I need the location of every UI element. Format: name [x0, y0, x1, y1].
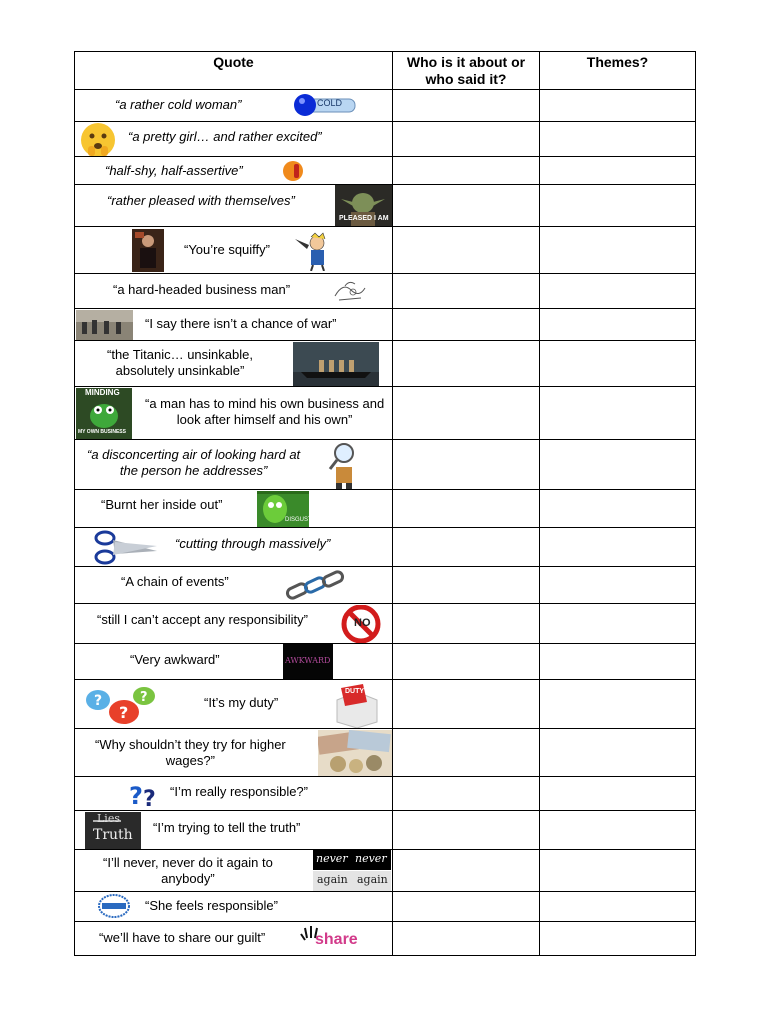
table-row — [75, 922, 696, 956]
who-cell[interactable] — [393, 490, 540, 528]
speech-bubbles-icon — [76, 682, 163, 728]
quote-text: “I’m trying to tell the truth” — [153, 820, 301, 835]
svg-text:?: ? — [129, 782, 143, 810]
question-marks-icon — [127, 778, 161, 810]
chalk-lies: Lies — [97, 812, 120, 825]
quote-text: “we’ll have to share our guilt” — [99, 930, 266, 945]
themes-cell[interactable] — [540, 157, 696, 185]
quote-line: “the Titanic… unsinkable, — [107, 347, 253, 362]
table-row — [75, 387, 696, 440]
quote-text: “She feels responsible” — [145, 898, 278, 913]
who-cell[interactable] — [393, 387, 540, 440]
quote-line: “a disconcerting air of looking hard at — [87, 447, 301, 462]
who-cell[interactable] — [393, 567, 540, 604]
who-cell[interactable] — [393, 90, 540, 122]
worksheet-table — [74, 51, 696, 956]
themes-cell[interactable] — [540, 528, 696, 567]
quote-cell — [75, 341, 393, 387]
table-row — [75, 892, 696, 922]
cold-label: COLD — [317, 98, 343, 108]
quote-cell — [75, 227, 393, 274]
titanic-image — [293, 342, 379, 386]
svg-text:?: ? — [94, 693, 103, 709]
never-word: never — [355, 852, 387, 865]
table-row — [75, 440, 696, 490]
who-cell[interactable] — [393, 922, 540, 956]
themes-cell[interactable] — [540, 604, 696, 644]
war-photo-image — [76, 310, 133, 340]
magnifying-glass-icon — [324, 441, 362, 489]
who-cell[interactable] — [393, 644, 540, 680]
yoda-caption: PLEASED I AM — [339, 215, 389, 222]
quote-cell — [75, 274, 393, 309]
quote-cell — [75, 387, 393, 440]
table-row — [75, 729, 696, 777]
table-row — [75, 341, 696, 387]
quote-text: “I say there isn’t a chance of war” — [145, 316, 337, 331]
table-row — [75, 850, 696, 892]
themes-cell[interactable] — [540, 185, 696, 227]
kermit-caption-top: MINDING — [85, 388, 120, 397]
svg-text:?: ? — [143, 787, 156, 810]
quote-line: “I’ll never, never do it again to — [103, 855, 273, 870]
who-cell[interactable] — [393, 185, 540, 227]
sketch-image — [331, 276, 369, 307]
quote-cell — [75, 729, 393, 777]
themes-cell[interactable] — [540, 309, 696, 341]
duty-label: DUTY — [345, 688, 365, 695]
quote-cell — [75, 850, 393, 892]
quote-cell — [75, 528, 393, 567]
who-cell[interactable] — [393, 309, 540, 341]
themes-cell[interactable] — [540, 440, 696, 490]
table-row — [75, 644, 696, 680]
themes-cell[interactable] — [540, 387, 696, 440]
quote-text: “It’s my duty” — [204, 695, 279, 710]
who-cell[interactable] — [393, 122, 540, 157]
share-logo-text: share — [315, 931, 358, 948]
quote-cell — [75, 567, 393, 604]
quote-line: the person he addresses” — [119, 463, 268, 478]
who-cell[interactable] — [393, 341, 540, 387]
themes-cell[interactable] — [540, 729, 696, 777]
scissors-icon — [93, 529, 159, 566]
quote-cell — [75, 440, 393, 490]
quote-text: “I’m really responsible?” — [170, 784, 308, 799]
quote-text — [95, 737, 286, 769]
again-word: again — [317, 873, 348, 886]
table-row — [75, 567, 696, 604]
table-row — [75, 777, 696, 811]
money-image — [318, 730, 393, 776]
never-word: never — [316, 852, 348, 865]
quote-text: “cutting through massively” — [175, 536, 331, 551]
quote-text — [107, 347, 253, 379]
quote-text: “a pretty girl… and rather excited” — [128, 129, 322, 144]
header-who: Who is it about or who said it? — [393, 52, 540, 90]
quote-text — [103, 855, 273, 887]
responsible-stamp-icon — [97, 893, 131, 920]
themes-cell[interactable] — [540, 892, 696, 922]
again-word: again — [357, 873, 388, 886]
themes-cell[interactable] — [540, 922, 696, 956]
quote-text: “still I can’t accept any responsibility” — [97, 612, 308, 627]
awkward-caption: AWKWARD — [285, 656, 331, 665]
excited-emoji-icon — [79, 122, 117, 157]
themes-cell[interactable] — [540, 341, 696, 387]
table-row — [75, 309, 696, 341]
themes-cell[interactable] — [540, 850, 696, 892]
themes-cell[interactable] — [540, 644, 696, 680]
themes-cell[interactable] — [540, 490, 696, 528]
quote-cell — [75, 644, 393, 680]
quote-cell — [75, 922, 393, 956]
quote-cell — [75, 122, 393, 157]
disgust-caption: DISGUST — [285, 517, 312, 523]
quote-text: “A chain of events” — [121, 574, 229, 589]
header-row — [75, 52, 696, 90]
quote-cell — [75, 185, 393, 227]
table-row — [75, 157, 696, 185]
table-row — [75, 185, 696, 227]
who-cell[interactable] — [393, 729, 540, 777]
header-quote: Quote — [75, 52, 393, 90]
quote-line: “a man has to mind his own business and — [145, 396, 385, 411]
quote-line: look after himself and his own” — [176, 412, 353, 427]
quote-line: absolutely unsinkable” — [115, 363, 245, 378]
who-cell[interactable] — [393, 274, 540, 309]
header-themes: Themes? — [540, 52, 696, 90]
quote-cell — [75, 777, 393, 811]
table-row — [75, 680, 696, 729]
quote-line: anybody” — [161, 871, 215, 886]
table-row — [75, 528, 696, 567]
who-cell[interactable] — [393, 440, 540, 490]
quote-cell — [75, 157, 393, 185]
themes-cell[interactable] — [540, 811, 696, 850]
who-cell[interactable] — [393, 227, 540, 274]
themes-cell[interactable] — [540, 227, 696, 274]
table-row — [75, 604, 696, 644]
no-sign-label: NO — [354, 617, 371, 629]
who-cell[interactable] — [393, 680, 540, 729]
table-row — [75, 274, 696, 309]
switch-icon — [280, 160, 306, 182]
quote-cell — [75, 309, 393, 341]
quote-cell — [75, 604, 393, 644]
quote-text: “half-shy, half-assertive” — [105, 163, 243, 178]
quote-text: “You’re squiffy” — [184, 242, 270, 257]
table-row — [75, 122, 696, 157]
quote-cell — [75, 90, 393, 122]
quote-text — [87, 447, 300, 479]
themes-cell[interactable] — [540, 777, 696, 811]
quote-cell — [75, 811, 393, 850]
quote-text: “rather pleased with themselves” — [107, 193, 295, 208]
table-row — [75, 811, 696, 850]
themes-cell[interactable] — [540, 122, 696, 157]
table-row — [75, 90, 696, 122]
quote-text — [145, 396, 384, 428]
svg-text:?: ? — [119, 703, 129, 722]
quote-text: “Very awkward” — [130, 652, 220, 667]
themes-cell[interactable] — [540, 680, 696, 729]
quote-line: “Why shouldn’t they try for higher — [95, 737, 286, 752]
who-cell[interactable] — [393, 811, 540, 850]
chalk-truth: Truth — [93, 827, 133, 843]
quote-text: “Burnt her inside out” — [101, 497, 223, 512]
quote-text: “a hard-headed business man” — [113, 282, 291, 297]
drunk-man-image — [132, 229, 164, 272]
themes-cell[interactable] — [540, 90, 696, 122]
cartoon-man-icon — [293, 231, 337, 271]
quote-cell — [75, 892, 393, 922]
table-row — [75, 227, 696, 274]
quote-text: “a rather cold woman” — [115, 97, 242, 112]
who-cell[interactable] — [393, 777, 540, 811]
who-cell[interactable] — [393, 157, 540, 185]
quote-cell — [75, 680, 393, 729]
chain-icon — [283, 568, 353, 603]
quote-line: wages?” — [165, 753, 215, 768]
themes-cell[interactable] — [540, 567, 696, 604]
who-cell[interactable] — [393, 528, 540, 567]
kermit-caption-bottom: MY OWN BUSINESS — [78, 429, 126, 435]
table-row — [75, 490, 696, 528]
who-cell[interactable] — [393, 892, 540, 922]
themes-cell[interactable] — [540, 274, 696, 309]
who-cell[interactable] — [393, 604, 540, 644]
who-cell[interactable] — [393, 850, 540, 892]
svg-text:?: ? — [140, 690, 148, 705]
quote-cell — [75, 490, 393, 528]
